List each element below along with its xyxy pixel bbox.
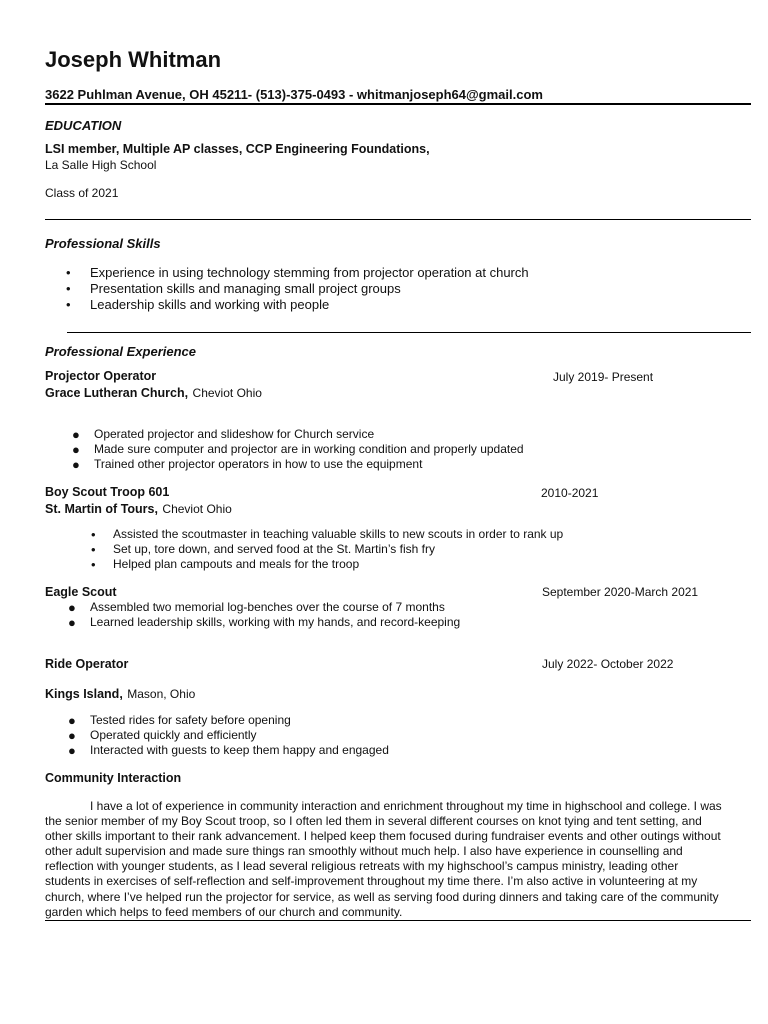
bullet-icon: ●	[72, 442, 80, 457]
organization-location: Mason, Ohio	[127, 687, 196, 701]
bullet-icon: ●	[68, 713, 76, 728]
community-heading: Community Interaction	[45, 771, 182, 785]
list-item: Helped plan campouts and meals for the troop	[113, 557, 360, 571]
list-item: Assembled two memorial log-benches over the course of 7 months	[90, 600, 445, 614]
bullet-icon: ●	[72, 427, 80, 442]
community-paragraph: I have a lot of experience in community interaction and enrichment throughout my time in highschool and college. I was the senior member of my Boy Scout troop, so I often led them in several different courses on knot tying and tent setting, and other skills important to their rank advancement. I helped keep them focused during fundraiser events and other outings without other adult supervision and made sure things ran smoothly without much help. I also have experience in counselling and reflection with younger students, as I lead several religious retreats with my highschool’s campus ministry, leading other students in exercises of self-reflection and self-improvement throughout my time there. I’m also active in volunteering at my church, where I’ve helped run the projector for service, as well as serving food during dinners and taking care of the community garden which helps to feed members of our church and community.	[45, 799, 722, 919]
list-item: Operated quickly and efficiently	[90, 728, 257, 742]
skill-text: Experience in using technology stemming from projector operation at church	[90, 265, 529, 280]
skill-text: Leadership skills and working with people	[90, 297, 330, 312]
bullet-icon: •	[66, 281, 71, 296]
experience-heading: Professional Experience	[45, 344, 197, 359]
resume-name: Joseph Whitman	[45, 47, 222, 72]
bullet-icon: ●	[72, 457, 80, 472]
job-organization	[45, 500, 232, 518]
list-item: Set up, tore down, and served food at the St. Martin’s fish fry	[113, 542, 435, 556]
list-item: Operated projector and slideshow for Church service	[94, 427, 375, 441]
bullet-icon: •	[91, 542, 96, 557]
job-organization	[45, 685, 195, 703]
skill-text: Presentation skills and managing small project groups	[90, 281, 401, 296]
list-item: Made sure computer and projector are in working condition and properly updated	[94, 442, 524, 456]
bullet-icon: ●	[68, 743, 76, 758]
education-divider	[45, 219, 751, 220]
job-title: Eagle Scout	[45, 585, 117, 599]
bullet-icon: ●	[68, 600, 76, 615]
organization-location: Cheviot Ohio	[162, 502, 232, 516]
job-dates: July 2022- October 2022	[542, 657, 674, 671]
education-heading: EDUCATION	[45, 118, 122, 133]
organization-name: St. Martin of Tours,	[45, 502, 158, 516]
job-dates: 2010-2021	[541, 486, 599, 500]
bullet-icon: •	[91, 527, 96, 542]
bullet-icon: ●	[68, 615, 76, 630]
list-item: Interacted with guests to keep them happy and engaged	[90, 743, 389, 757]
school-name: La Salle High School	[45, 158, 157, 172]
job-dates: September 2020-March 2021	[542, 585, 699, 599]
skills-heading: Professional Skills	[45, 236, 161, 251]
bullet-icon: •	[66, 265, 71, 280]
bullet-icon: ●	[68, 728, 76, 743]
list-item: Learned leadership skills, working with my hands, and record-keeping	[90, 615, 461, 629]
graduation-class: Class of 2021	[45, 186, 119, 200]
job-dates: July 2019- Present	[553, 370, 654, 384]
organization-name: Grace Lutheran Church,	[45, 386, 189, 400]
job-title: Projector Operator	[45, 369, 157, 383]
job-title: Boy Scout Troop 601	[45, 485, 170, 499]
bullet-icon: •	[66, 297, 71, 312]
list-item: Tested rides for safety before opening	[90, 713, 291, 727]
job-title: Ride Operator	[45, 657, 129, 671]
list-item: Trained other projector operators in how to use the equipment	[94, 457, 423, 471]
skills-divider	[67, 332, 751, 333]
list-item: Assisted the scoutmaster in teaching valuable skills to new scouts in order to rank up	[113, 527, 564, 541]
job-organization	[45, 384, 262, 402]
education-details: LSI member, Multiple AP classes, CCP Engineering Foundations,	[45, 142, 430, 156]
footer-divider	[45, 920, 751, 921]
contact-info: 3622 Puhlman Avenue, OH 45211- (513)-375-0493 - whitmanjoseph64@gmail.com	[45, 87, 543, 102]
header-divider	[45, 103, 751, 105]
organization-name: Kings Island,	[45, 687, 123, 701]
organization-location: Cheviot Ohio	[192, 386, 262, 400]
bullet-icon: •	[91, 557, 96, 572]
